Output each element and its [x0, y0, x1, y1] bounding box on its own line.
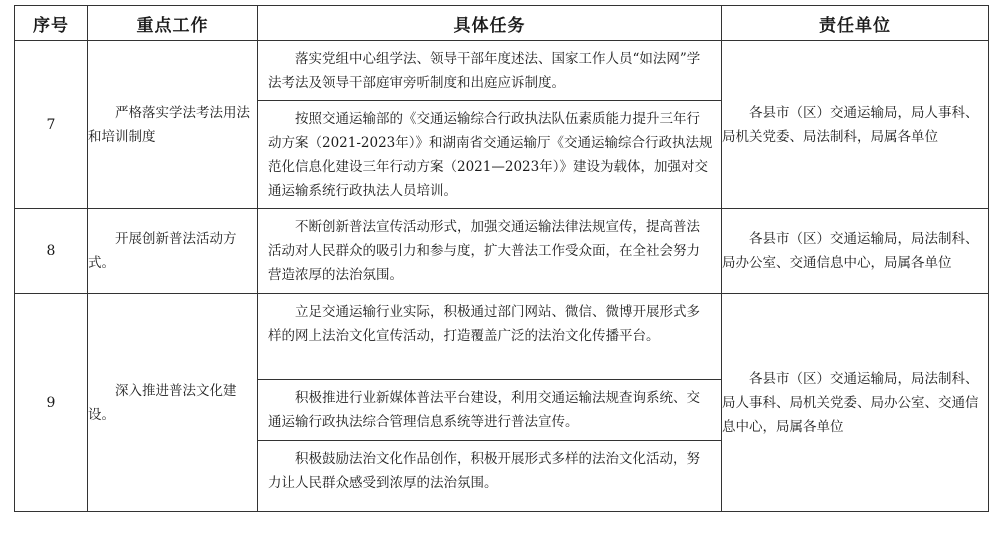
- task-item: 立足交通运输行业实际，积极通过部门网站、微信、微博开展形式多样的网上法治文化宣传活动，打造覆盖广泛的法治文化传播平台。: [268, 304, 700, 344]
- task-item: 积极推进行业新媒体普法平台建设，利用交通运输法规查询系统、交通运输行政执法综合管理信息系统等进行普法宣传。: [258, 379, 721, 440]
- row-number: 9: [15, 294, 88, 512]
- row-unit: [722, 41, 989, 209]
- row-tasks: [258, 209, 722, 294]
- row-tasks: [258, 41, 722, 209]
- row-unit: [722, 294, 989, 512]
- row-focus-text: 深入推进普法文化建设。: [88, 382, 237, 423]
- table-row: [15, 41, 989, 209]
- row-focus: [88, 209, 258, 294]
- row-unit-text: 各县市（区）交通运输局，局法制科、局办公室、交通信息中心，局属各单位: [722, 231, 979, 271]
- row-unit-text: 各县市（区）交通运输局，局人事科、局机关党委、局法制科，局属各单位: [722, 104, 979, 145]
- row-number: 8: [15, 209, 88, 294]
- row-focus: [88, 294, 258, 512]
- row-focus: [88, 41, 258, 209]
- row-focus-text: 开展创新普法活动方式。: [88, 231, 237, 271]
- row-tasks: [258, 294, 722, 512]
- table-row: [15, 294, 989, 512]
- row-unit-text: 各县市（区）交通运输局，局法制科、局人事科、局机关党委、局办公室、交通信息中心，局属各单位: [722, 370, 979, 435]
- row-number: 7: [15, 41, 88, 209]
- task-table: [14, 5, 989, 512]
- task-item: 不断创新普法宣传活动形式，加强交通运输法律法规宣传，提高普法活动对人民群众的吸引力和参与度，扩大普法工作受众面，在全社会努力营造浓厚的法治氛围。: [268, 219, 700, 283]
- header-tasks: 具体任务: [258, 6, 722, 41]
- header-unit: 责任单位: [722, 6, 989, 41]
- table-row: [15, 209, 989, 294]
- header-focus: 重点工作: [88, 6, 258, 41]
- row-unit: [722, 209, 989, 294]
- task-item: 落实党组中心组学法、领导干部年度述法、国家工作人员“如法网”学法考法及领导干部庭审旁听制度和出庭应诉制度。: [268, 51, 701, 91]
- task-item: 按照交通运输部的《交通运输综合行政执法队伍素质能力提升三年行动方案（2021-2023年）》和湖南省交通运输厅《交通运输综合行政执法规范化信息化建设三年行动方案（2021—2023年）》建设为载体，加强对交通运输系统行政执法人员培训。: [258, 100, 721, 208]
- task-item: 积极鼓励法治文化作品创作，积极开展形式多样的法治文化活动，努力让人民群众感受到浓厚的法治氛围。: [258, 440, 721, 511]
- header-no: 序号: [15, 6, 88, 41]
- row-focus-text: 严格落实学法考法用法和培训制度: [88, 104, 250, 145]
- table-header-row: [15, 6, 989, 41]
